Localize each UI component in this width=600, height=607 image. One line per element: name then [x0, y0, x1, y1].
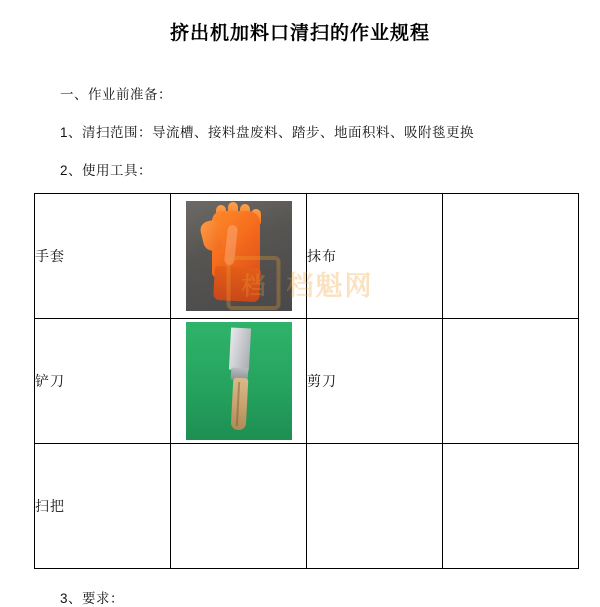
- tool-image-scraper-cell: [171, 319, 307, 444]
- table-row: [35, 319, 579, 444]
- section-scope-line: 1、清扫范围：导流槽、接料盘废料、踏步、地面积料、吸附毯更换: [60, 125, 475, 140]
- glove-photo: [186, 201, 292, 311]
- tool-label-scissors: 剪刀: [307, 319, 443, 444]
- tool-label-rag: 抹布: [307, 194, 443, 319]
- watermark-text: 档魁网: [286, 270, 374, 301]
- document-body: [0, 83, 600, 607]
- tool-label-broom: 扫把: [35, 444, 171, 569]
- tool-label-empty: [307, 444, 443, 569]
- tool-image-scissors-cell: [443, 319, 579, 444]
- tool-image-empty-cell: [443, 444, 579, 569]
- tool-label-scraper: 铲刀: [35, 319, 171, 444]
- section-heading-tools: 2、使用工具：: [60, 163, 153, 178]
- section-heading-requirements: 3、要求：: [60, 591, 125, 606]
- image-wrapper: [171, 201, 306, 311]
- tool-image-rag-cell: [443, 194, 579, 319]
- scraper-photo: [186, 322, 292, 440]
- table-row: [35, 444, 579, 569]
- scraper-blade: [228, 328, 250, 371]
- page-title: 挤出机加料口清扫的作业规程: [169, 23, 430, 44]
- tools-table: [34, 193, 579, 569]
- table-row: [35, 194, 579, 319]
- tool-image-gloves-cell: [171, 194, 307, 319]
- watermark-badge: 档: [227, 256, 281, 310]
- image-wrapper: [171, 322, 306, 440]
- tool-image-broom-cell: [171, 444, 307, 569]
- section-heading-prep: 一、作业前准备：: [60, 87, 172, 102]
- glove-cuff: [213, 266, 261, 302]
- tool-label-gloves: 手套: [35, 194, 171, 319]
